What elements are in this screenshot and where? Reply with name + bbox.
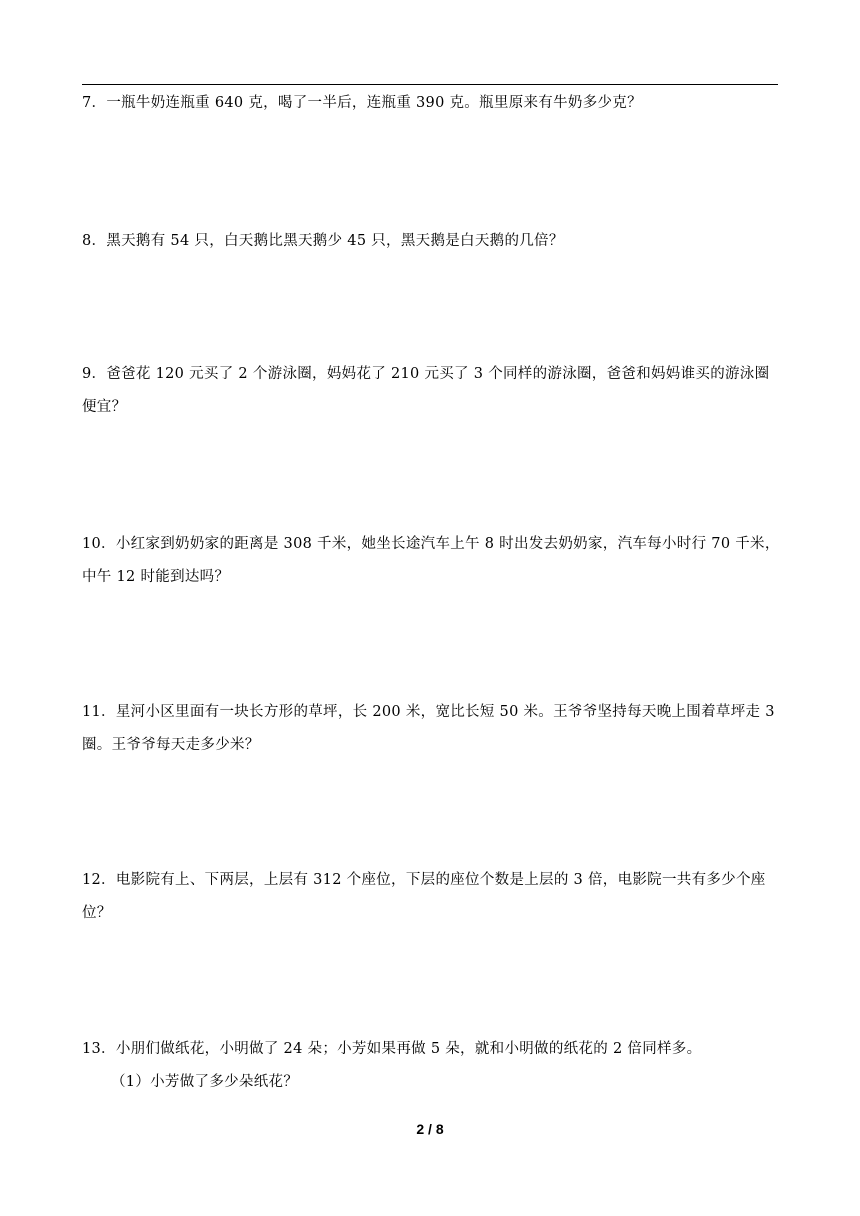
question-8: 8．黑天鹅有 54 只，白天鹅比黑天鹅少 45 只，黑天鹅是白天鹅的几倍？ (82, 233, 564, 249)
header-rule (82, 84, 778, 85)
question-7: 7．一瓶牛奶连瓶重 640 克，喝了一半后，连瓶重 390 克。瓶里原来有牛奶多少克？ (82, 95, 642, 111)
question-11: 11．星河小区里面有一块长方形的草坪，长 200 米，宽比长短 50 米。王爷爷坚持每天晚上围着草坪走 3 圈。王爷爷每天走多少米？ (82, 704, 775, 753)
question-13-part-1: （1）小芳做了多少朵纸花？ (111, 1074, 299, 1090)
page-number: 2 / 8 (416, 1121, 444, 1137)
question-9: 9．爸爸花 120 元买了 2 个游泳圈，妈妈花了 210 元买了 3 个同样的游泳圈，爸爸和妈妈谁买的游泳圈便宜？ (82, 366, 770, 415)
question-10: 10．小红家到奶奶家的距离是 308 千米，她坐长途汽车上午 8 时出发去奶奶家，汽车每小时行 70 千米，中午 12 时能到达吗？ (82, 536, 780, 585)
question-12: 12．电影院有上、下两层，上层有 312 个座位，下层的座位个数是上层的 3 倍，电影院一共有多少个座位？ (82, 872, 766, 921)
question-13: 13．小朋们做纸花，小明做了 24 朵；小芳如果再做 5 朵，就和小明做的纸花的 2 倍同样多。 (82, 1041, 702, 1057)
